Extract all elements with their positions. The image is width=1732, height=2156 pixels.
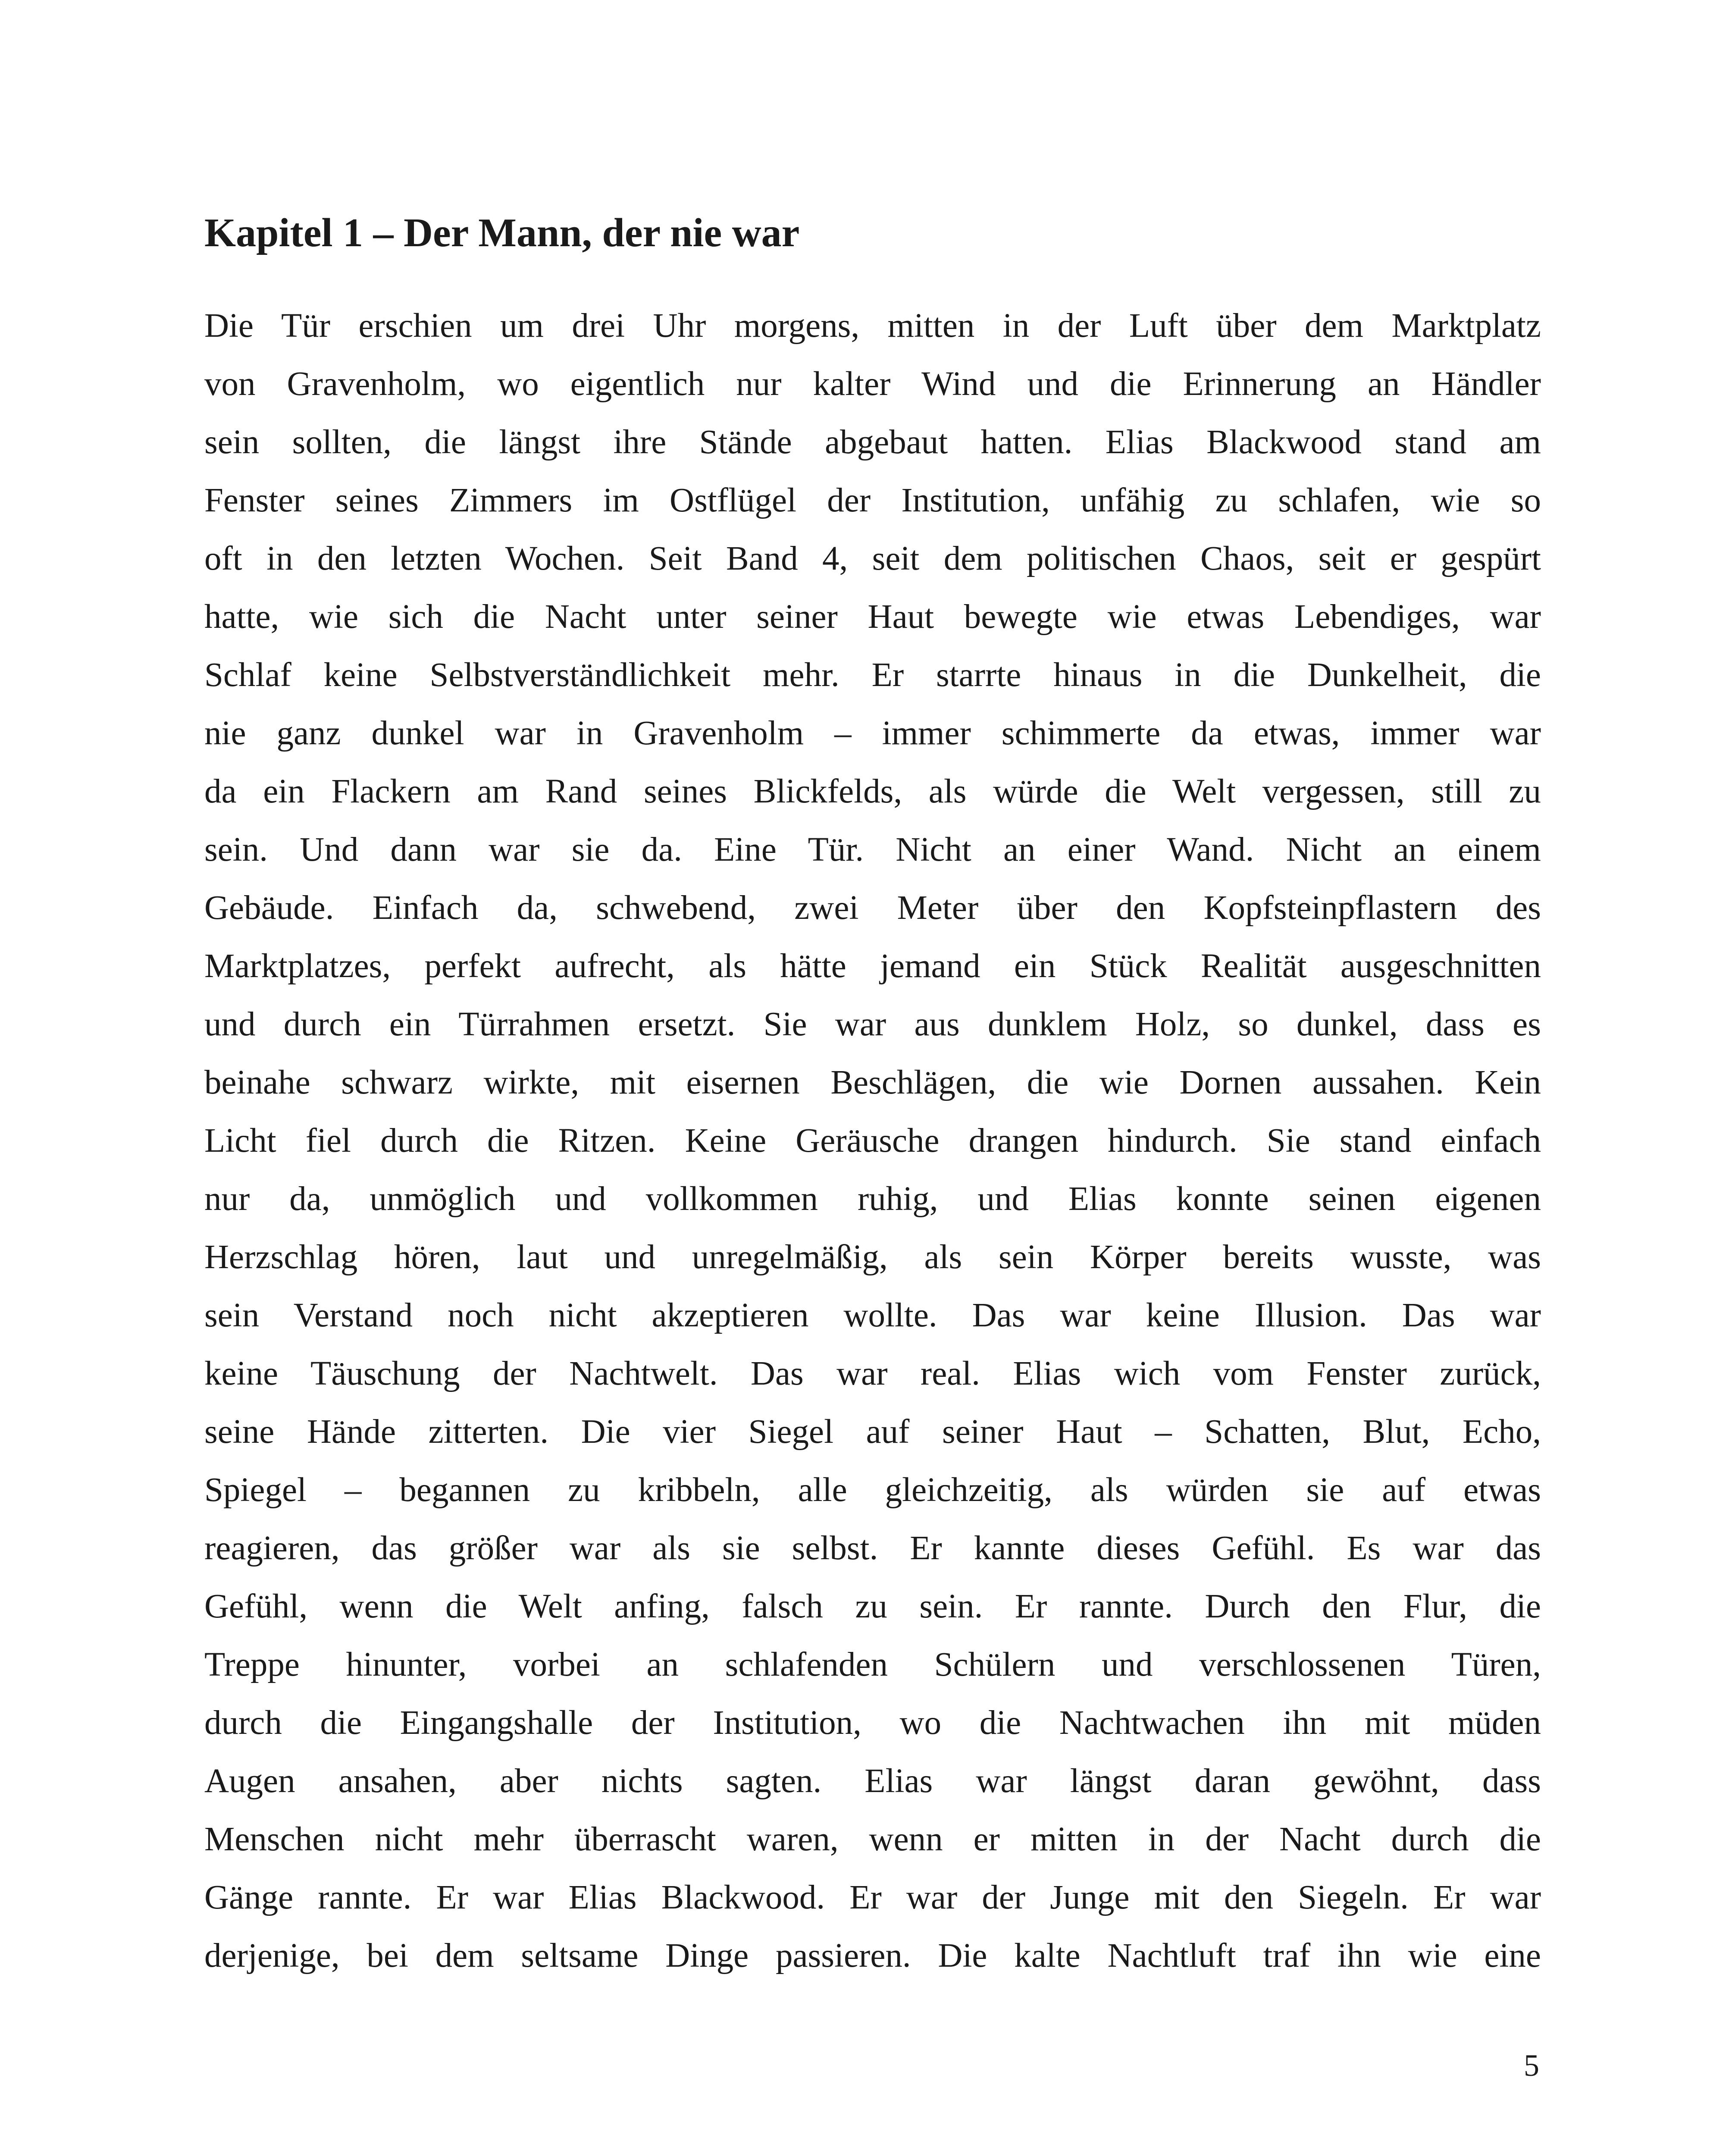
text-line: Schlaf keine Selbstverständlichkeit mehr. Er starrte hinaus in die Dunkelheit, die xyxy=(204,656,1541,694)
text-line: Gefühl, wenn die Welt anfing, falsch zu sein. Er rannte. Durch den Flur, die xyxy=(204,1588,1541,1625)
text-line: Augen ansahen, aber nichts sagten. Elias war längst daran gewöhnt, dass xyxy=(204,1762,1541,1800)
text-line: da ein Flackern am Rand seines Blickfelds, als würde die Welt vergessen, still zu xyxy=(204,773,1541,810)
page-number: 5 xyxy=(1524,2048,1539,2083)
chapter-title: Kapitel 1 – Der Mann, der nie war xyxy=(204,210,800,255)
text-line: von Gravenholm, wo eigentlich nur kalter Wind und die Erinnerung an Händler xyxy=(204,365,1541,403)
text-line: Treppe hinunter, vorbei an schlafenden Schülern und verschlossenen Türen, xyxy=(204,1646,1541,1683)
text-line: beinahe schwarz wirkte, mit eisernen Beschlägen, die wie Dornen aussahen. Kein xyxy=(204,1064,1541,1101)
text-line: Gebäude. Einfach da, schwebend, zwei Meter über den Kopfsteinpflastern des xyxy=(204,889,1541,927)
text-line: nur da, unmöglich und vollkommen ruhig, und Elias konnte seinen eigenen xyxy=(204,1180,1541,1218)
body-text xyxy=(204,297,1541,1985)
text-line: sein Verstand noch nicht akzeptieren wollte. Das war keine Illusion. Das war xyxy=(204,1297,1541,1334)
text-line: nie ganz dunkel war in Gravenholm – immer schimmerte da etwas, immer war xyxy=(204,714,1541,752)
text-line: sein sollten, die längst ihre Stände abgebaut hatten. Elias Blackwood stand am xyxy=(204,423,1541,461)
text-line: Herzschlag hören, laut und unregelmäßig, als sein Körper bereits wusste, was xyxy=(204,1238,1541,1276)
text-line: oft in den letzten Wochen. Seit Band 4, seit dem politischen Chaos, seit er gespürt xyxy=(204,540,1541,577)
text-line: derjenige, bei dem seltsame Dinge passieren. Die kalte Nachtluft traf ihn wie eine xyxy=(204,1937,1541,1974)
text-line: Fenster seines Zimmers im Ostflügel der Institution, unfähig zu schlafen, wie so xyxy=(204,482,1541,519)
text-line: Die Tür erschien um drei Uhr morgens, mitten in der Luft über dem Marktplatz xyxy=(204,307,1541,345)
text-line: Marktplatzes, perfekt aufrecht, als hätte jemand ein Stück Realität ausgeschnitten xyxy=(204,947,1541,985)
text-line: reagieren, das größer war als sie selbst. Er kannte dieses Gefühl. Es war das xyxy=(204,1529,1541,1567)
text-line: keine Täuschung der Nachtwelt. Das war real. Elias wich vom Fenster zurück, xyxy=(204,1355,1541,1392)
text-line: Menschen nicht mehr überrascht waren, wenn er mitten in der Nacht durch die xyxy=(204,1821,1541,1858)
text-line: und durch ein Türrahmen ersetzt. Sie war aus dunklem Holz, so dunkel, dass es xyxy=(204,1006,1541,1043)
text-line: sein. Und dann war sie da. Eine Tür. Nicht an einer Wand. Nicht an einem xyxy=(204,831,1541,868)
text-line: durch die Eingangshalle der Institution, wo die Nachtwachen ihn mit müden xyxy=(204,1704,1541,1742)
text-line: Gänge rannte. Er war Elias Blackwood. Er war der Junge mit den Siegeln. Er war xyxy=(204,1879,1541,1916)
text-line: seine Hände zitterten. Die vier Siegel auf seiner Haut – Schatten, Blut, Echo, xyxy=(204,1413,1541,1451)
text-line: Spiegel – begannen zu kribbeln, alle gleichzeitig, als würden sie auf etwas xyxy=(204,1471,1541,1509)
text-line: hatte, wie sich die Nacht unter seiner Haut bewegte wie etwas Lebendiges, war xyxy=(204,598,1541,636)
text-line: Licht fiel durch die Ritzen. Keine Geräusche drangen hindurch. Sie stand einfach xyxy=(204,1122,1541,1159)
